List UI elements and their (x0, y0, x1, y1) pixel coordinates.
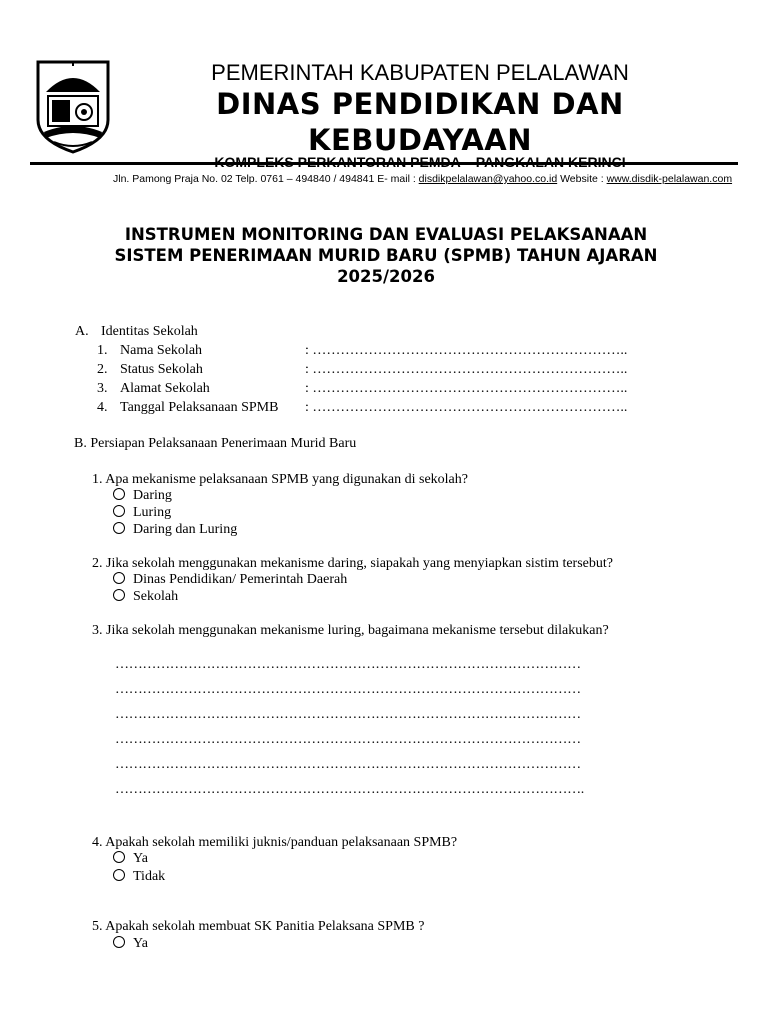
answer-line[interactable]: ………………………………………………………………………………………… (115, 732, 581, 747)
option-daring-dan-luring[interactable]: Daring dan Luring (113, 522, 237, 538)
field-input-tanggal[interactable]: : ………………………………………………………….. (305, 400, 628, 415)
field-label-alamat-sekolah: Alamat Sekolah (120, 381, 210, 396)
title-line3: 2025/2026 (337, 267, 435, 286)
answer-line[interactable]: ………………………………………………………………………………………… (115, 682, 581, 697)
email-link[interactable]: disdikpelalawan@yahoo.co.id (418, 173, 558, 185)
section-a-marker: A. (75, 324, 89, 339)
option-sekolah[interactable]: Sekolah (113, 589, 178, 605)
option-tidak[interactable]: Tidak (113, 869, 165, 885)
website-link[interactable]: www.disdik-pelalawan.com (606, 173, 733, 185)
document-title (60, 224, 712, 287)
question-5: 5. Apakah sekolah membuat SK Panitia Pelaksana SPMB ? (92, 919, 425, 934)
title-line2: SISTEM PENERIMAAN MURID BARU (SPMB) TAHUN AJARAN (114, 246, 658, 265)
field-number: 3. (97, 381, 108, 396)
question-2: 2. Jika sekolah menggunakan mekanisme daring, siapakah yang menyiapkan sistim tersebut? (92, 556, 613, 571)
department-name-line1: DINAS PENDIDIKAN DAN (216, 87, 624, 121)
question-3: 3. Jika sekolah menggunakan mekanisme luring, bagaimana mekanisme tersebut dilakukan? (92, 623, 609, 638)
question-1: 1. Apa mekanisme pelaksanaan SPMB yang digunakan di sekolah? (92, 472, 468, 487)
section-a-heading: Identitas Sekolah (101, 324, 198, 339)
field-label-status-sekolah: Status Sekolah (120, 362, 203, 377)
option-daring[interactable]: Daring (113, 488, 172, 504)
contact-line (113, 173, 741, 185)
answer-line[interactable]: …………………………………………………………………………………………. (115, 782, 585, 797)
field-label-nama-sekolah: Nama Sekolah (120, 343, 203, 358)
field-label-tanggal: Tanggal Pelaksanaan SPMB (120, 400, 279, 415)
answer-line[interactable]: ………………………………………………………………………………………… (115, 707, 581, 722)
government-name: PEMERINTAH KABUPATEN PELALAWAN (211, 60, 629, 85)
regency-emblem-icon (34, 58, 112, 154)
option-ya[interactable]: Ya (113, 851, 148, 867)
letterhead-divider (30, 162, 738, 165)
field-number: 2. (97, 362, 108, 377)
field-input-status-sekolah[interactable]: : ………………………………………………………….. (305, 362, 628, 377)
radio-circle-icon[interactable] (113, 936, 125, 948)
address-text: Jln. Pamong Praja No. 02 Telp. 0761 – 494840 / 494841 E- mail : (113, 173, 419, 185)
option-dinas-pendidikan[interactable]: Dinas Pendidikan/ Pemerintah Daerah (113, 572, 347, 588)
radio-circle-icon[interactable] (113, 869, 125, 881)
section-b-heading: B. Persiapan Pelaksanaan Penerimaan Murid Baru (74, 436, 357, 451)
field-number: 4. (97, 400, 108, 415)
radio-circle-icon[interactable] (113, 505, 125, 517)
field-input-alamat-sekolah[interactable]: : ………………………………………………………….. (305, 381, 628, 396)
radio-circle-icon[interactable] (113, 589, 125, 601)
option-ya[interactable]: Ya (113, 936, 148, 952)
department-name (140, 86, 700, 158)
answer-line[interactable]: ………………………………………………………………………………………… (115, 657, 581, 672)
answer-line[interactable]: ………………………………………………………………………………………… (115, 757, 581, 772)
field-number: 1. (97, 343, 108, 358)
question-4: 4. Apakah sekolah memiliki juknis/panduan pelaksanaan SPMB? (92, 835, 458, 850)
radio-circle-icon[interactable] (113, 522, 125, 534)
title-line1: INSTRUMEN MONITORING DAN EVALUASI PELAKSANAAN (124, 225, 648, 244)
option-luring[interactable]: Luring (113, 505, 171, 521)
field-input-nama-sekolah[interactable]: : ………………………………………………………….. (305, 343, 628, 358)
website-label: Website : (557, 173, 607, 185)
radio-circle-icon[interactable] (113, 488, 125, 500)
department-name-line2: KEBUDAYAAN (307, 123, 533, 157)
radio-circle-icon[interactable] (113, 851, 125, 863)
radio-circle-icon[interactable] (113, 572, 125, 584)
